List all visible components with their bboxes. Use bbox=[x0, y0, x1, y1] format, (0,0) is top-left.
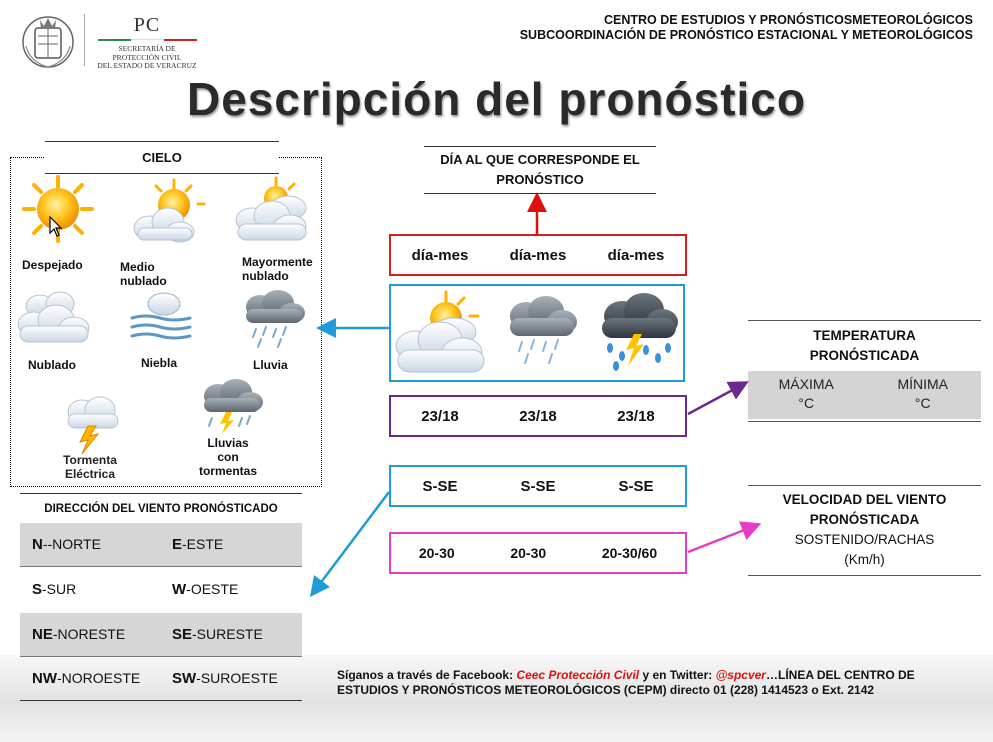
dir-key: S bbox=[32, 581, 43, 598]
temp-max-unit: °C bbox=[798, 395, 815, 411]
label-tormenta-1: Tormenta bbox=[63, 453, 117, 467]
facebook-link[interactable]: Ceec Protección Civil bbox=[516, 668, 640, 682]
label-tormenta-2: Eléctrica bbox=[64, 467, 116, 481]
label-niebla: Niebla bbox=[141, 356, 178, 370]
footer-part-2: y en Twitter: bbox=[639, 668, 716, 682]
label-lluvtorm-2: con bbox=[217, 450, 239, 464]
pc-logo-text: PC bbox=[133, 14, 161, 36]
wind-speed-heading-3: SOSTENIDO/RACHAS bbox=[794, 532, 935, 547]
page-title: Descripción del pronóstico bbox=[187, 73, 806, 125]
label-lluvtorm-3: tormentas bbox=[198, 464, 257, 478]
dir-key: SE bbox=[172, 626, 193, 643]
dir-key: N bbox=[32, 536, 43, 553]
wind-speed-heading-1: VELOCIDAD DEL VIENTO bbox=[782, 492, 947, 507]
header-line-2: SUBCOORDINACIÓN DE PRONÓSTICO ESTACIONAL Y METEOROLÓGICOS bbox=[519, 28, 973, 42]
label-mayor-1: Mayormente bbox=[242, 255, 313, 269]
temperature-heading-2: PRONÓSTICADA bbox=[809, 348, 920, 363]
dir-key: NE bbox=[32, 626, 53, 643]
temp-2: 23/18 bbox=[519, 407, 557, 425]
dir-label: -SUR bbox=[42, 581, 77, 597]
dir-label: --NORTE bbox=[42, 536, 101, 552]
logo-line-2: PROTECCIÓN CIVIL bbox=[112, 52, 182, 62]
wind-speed-3: 20-30/60 bbox=[601, 545, 658, 561]
label-medio-1: Medio bbox=[120, 260, 155, 274]
footer-part-3: …LÍNEA DEL CENTRO DE ESTUDIOS Y PRONÓSTICOS METEOROLÓGICOS (CEPM) directo 01 (228) 1414523 o Ext. 2142 bbox=[337, 668, 915, 697]
arrow-to-temperature bbox=[688, 386, 740, 414]
wind-dir-2: S-SE bbox=[520, 477, 556, 495]
day-3: día-mes bbox=[607, 246, 665, 264]
day-1: día-mes bbox=[411, 246, 469, 264]
header-line-1: CENTRO DE ESTUDIOS Y PRONÓSTICOSMETEOROLÓGICOS bbox=[603, 13, 973, 27]
footer-contact bbox=[337, 668, 977, 698]
logo-line-1: SECRETARÍA DE bbox=[118, 44, 176, 53]
wind-dir-1: S-SE bbox=[422, 477, 458, 495]
day-2: día-mes bbox=[509, 246, 567, 264]
wind-speed-2: 20-30 bbox=[510, 545, 547, 561]
arrow-to-wind-direction bbox=[316, 492, 389, 589]
temp-max-label: MÁXIMA bbox=[778, 376, 834, 392]
day-heading-line-1: DÍA AL QUE CORRESPONDE EL bbox=[440, 152, 640, 167]
temp-3: 23/18 bbox=[617, 407, 655, 425]
temp-min-label: MÍNIMA bbox=[897, 376, 949, 392]
dir-key: E bbox=[172, 536, 183, 553]
dir-label: -OESTE bbox=[186, 581, 239, 597]
wind-speed-heading-4: (Km/h) bbox=[844, 552, 885, 567]
wind-speed-1: 20-30 bbox=[418, 545, 455, 561]
footer-part-1: Síganos a través de Facebook: bbox=[337, 668, 517, 682]
logo-line-3: DEL ESTADO DE VERACRUZ bbox=[97, 61, 197, 70]
label-nublado: Nublado bbox=[28, 358, 76, 372]
dir-key: W bbox=[172, 581, 187, 598]
wind-direction-heading: DIRECCIÓN DEL VIENTO PRONÓSTICADO bbox=[20, 493, 302, 524]
dir-label: -ESTE bbox=[182, 536, 224, 552]
dir-key: NW bbox=[32, 670, 57, 687]
label-lluvia: Lluvia bbox=[253, 358, 288, 372]
temp-1: 23/18 bbox=[421, 407, 459, 425]
dir-label: -NORESTE bbox=[52, 626, 126, 642]
wind-speed-heading-2: PRONÓSTICADA bbox=[809, 512, 920, 527]
dir-label: -SURESTE bbox=[192, 626, 263, 642]
label-lluvtorm-1: Lluvias bbox=[207, 436, 249, 450]
arrow-to-wind-speed bbox=[688, 527, 752, 552]
dir-label: -SUROESTE bbox=[196, 670, 278, 686]
dir-label: -NOROESTE bbox=[57, 670, 141, 686]
sky-legend-heading: CIELO bbox=[45, 141, 279, 174]
day-heading-line-2: PRONÓSTICO bbox=[496, 172, 584, 187]
label-medio-2: nublado bbox=[120, 274, 167, 288]
twitter-link[interactable]: @spcver bbox=[715, 668, 766, 682]
label-despejado: Despejado bbox=[22, 258, 83, 272]
temp-min-unit: °C bbox=[914, 395, 931, 411]
label-mayor-2: nublado bbox=[242, 269, 289, 283]
temperature-heading-1: TEMPERATURA bbox=[813, 328, 916, 343]
dir-key: SW bbox=[172, 670, 197, 687]
wind-dir-3: S-SE bbox=[618, 477, 654, 495]
